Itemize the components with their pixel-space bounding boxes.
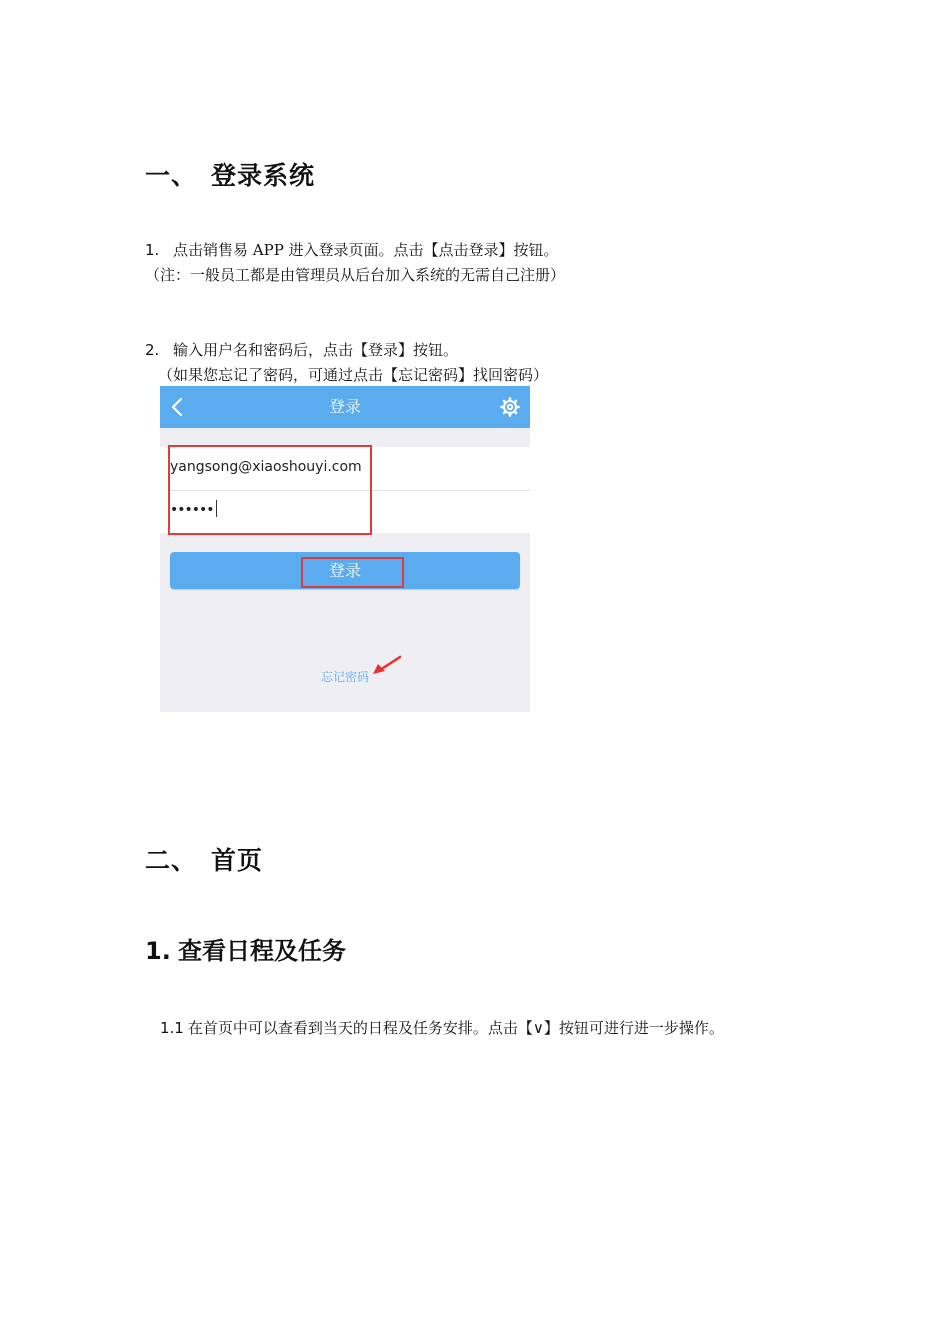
nav-title: 登录 [328,397,361,416]
section-heading-login [145,156,315,192]
password-mask: •••••• [170,502,214,518]
step-1 [145,240,559,260]
step-1-note: （注：一般员工都是由管理员从后台加入系统的无需自己注册） [145,266,566,284]
paragraph-text: 在首页中可以查看到当天的日程及任务安排。点击【∨】按钮可进行进一步操作。 [187,1019,724,1037]
email-input[interactable]: yangsong@xiaoshouyi.com [170,459,362,475]
settings-gear-icon[interactable] [500,397,520,421]
subsection-number: 1. [145,937,171,965]
section-number: 二、 [145,846,198,875]
login-button-label: 登录 [328,561,361,580]
section-title: 登录系统 [211,161,316,190]
login-button-highlight-box [301,557,404,588]
step-2-note: （如果您忘记了密码，可通过点击【忘记密码】找回密码） [158,366,549,384]
step-number: 1. [145,241,160,259]
section-heading-home [145,841,263,877]
step-text: 点击销售易 APP 进入登录页面。点击【点击登录】按钮。 [173,241,559,259]
forgot-password-link[interactable]: 忘记密码 [320,670,369,684]
section-title: 首页 [211,846,264,875]
paragraph-1-1 [160,1018,724,1038]
step-text: 输入用户名和密码后，点击【登录】按钮。 [173,341,459,359]
red-pointer-arrow-icon [372,654,402,680]
nav-bar [160,386,530,428]
login-screenshot [160,386,530,712]
subsection-heading [145,931,346,966]
step-number: 2. [145,341,160,359]
paragraph-number: 1.1 [160,1019,184,1037]
subsection-title: 查看日程及任务 [178,937,346,965]
section-number: 一、 [145,161,198,190]
credentials-highlight-box [168,445,372,535]
step-2 [145,340,458,360]
